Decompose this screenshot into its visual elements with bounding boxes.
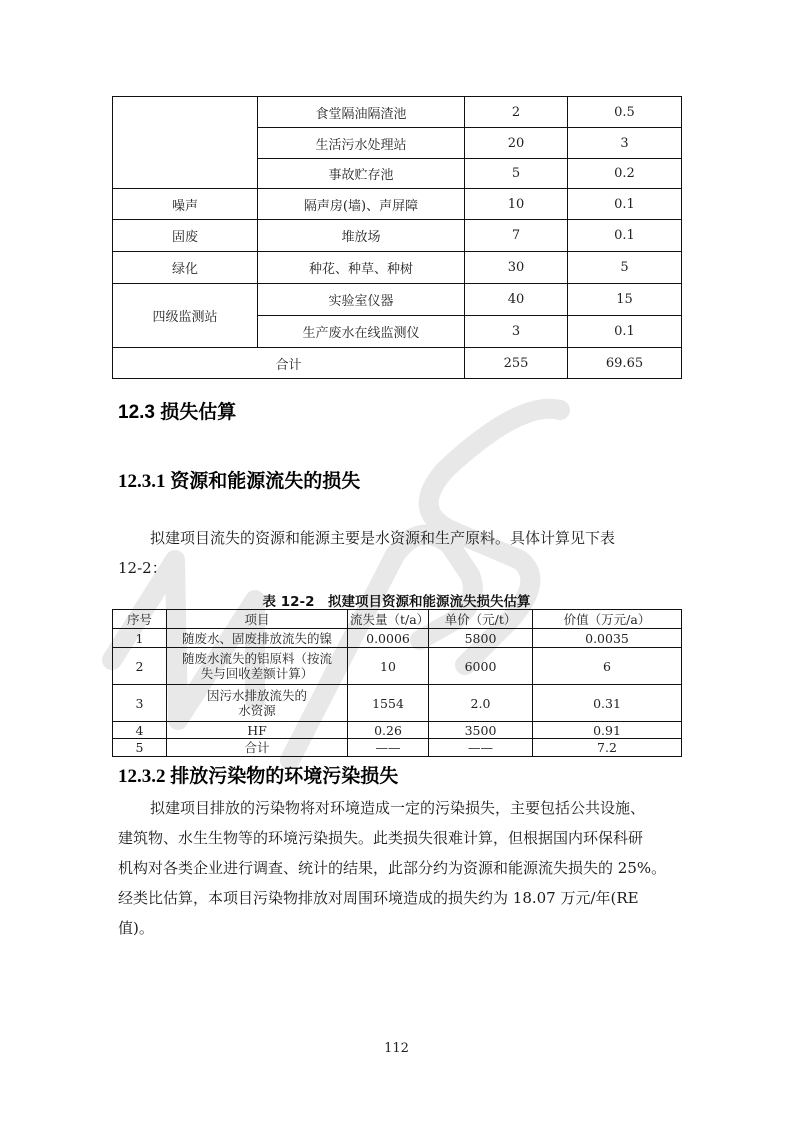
table-row bbox=[113, 629, 682, 648]
price-cell: 5800 bbox=[429, 629, 533, 648]
category-cell: 固废 bbox=[113, 220, 258, 252]
paragraph-line: 12-2： bbox=[118, 559, 167, 577]
value-cell: 0.91 bbox=[533, 722, 682, 739]
investment-cell: 2 bbox=[465, 97, 568, 128]
item-cell bbox=[167, 629, 348, 648]
paragraph-line: 值)。 bbox=[118, 919, 154, 937]
total-investment-cell: 255 bbox=[465, 348, 568, 379]
category-cell: 噪声 bbox=[113, 189, 258, 220]
item-cell bbox=[167, 685, 348, 722]
operation-cell: 0.1 bbox=[568, 316, 682, 348]
investment-cell: 30 bbox=[465, 252, 568, 284]
investment-cell: 20 bbox=[465, 128, 568, 159]
item-cell: 隔声房(墙)、声屏障 bbox=[258, 189, 465, 220]
paragraph-line: 经类比估算，本项目污染物排放对周围环境造成的损失约为 18.07 万元/年(RE bbox=[118, 889, 639, 907]
table-row bbox=[113, 252, 682, 284]
header-cell: 价值（万元/a） bbox=[533, 610, 682, 629]
header-cell: 流失量（t/a） bbox=[348, 610, 429, 629]
category-cell: 四级监测站 bbox=[113, 284, 258, 348]
section-heading-12-3-1: 12.3.1 资源和能源流失的损失 bbox=[118, 471, 361, 492]
item-cell: 生活污水处理站 bbox=[258, 128, 465, 159]
price-cell: —— bbox=[429, 739, 533, 757]
paragraph-line: 机构对各类企业进行调查、统计的结果，此部分约为资源和能源流失损失的 25%。 bbox=[118, 859, 667, 877]
no-cell: 2 bbox=[113, 648, 167, 685]
page-number: 112 bbox=[384, 1041, 409, 1056]
no-cell: 5 bbox=[113, 739, 167, 757]
operation-cell: 0.1 bbox=[568, 189, 682, 220]
operation-cell: 0.5 bbox=[568, 97, 682, 128]
amount-cell: 1554 bbox=[348, 685, 429, 722]
item-line: 因污水排放流失的 bbox=[206, 688, 307, 703]
item-line: 合计 bbox=[244, 740, 270, 755]
amount-cell: 10 bbox=[348, 648, 429, 685]
value-cell: 6 bbox=[533, 648, 682, 685]
table-row bbox=[113, 284, 682, 316]
operation-cell: 0.2 bbox=[568, 159, 682, 189]
environmental-investment-table bbox=[112, 96, 682, 379]
total-label-cell: 合计 bbox=[113, 348, 465, 379]
no-cell: 3 bbox=[113, 685, 167, 722]
header-cell: 项目 bbox=[167, 610, 348, 629]
paragraph-line: 拟建项目排放的污染物将对环境造成一定的污染损失，主要包括公共设施、 bbox=[150, 799, 646, 817]
investment-cell: 10 bbox=[465, 189, 568, 220]
investment-cell: 5 bbox=[465, 159, 568, 189]
table-total-row bbox=[113, 739, 682, 757]
price-cell: 3500 bbox=[429, 722, 533, 739]
item-cell bbox=[167, 739, 348, 757]
category-cell bbox=[113, 97, 258, 189]
total-operation-cell: 69.65 bbox=[568, 348, 682, 379]
item-line: HF bbox=[247, 722, 267, 738]
table-row bbox=[113, 220, 682, 252]
table-row bbox=[113, 97, 682, 128]
header-cell: 序号 bbox=[113, 610, 167, 629]
table-row bbox=[113, 189, 682, 220]
item-line: 随废水、固废排放流失的镍 bbox=[181, 630, 332, 646]
item-cell: 实验室仪器 bbox=[258, 284, 465, 316]
value-cell: 0.0035 bbox=[533, 629, 682, 648]
operation-cell: 5 bbox=[568, 252, 682, 284]
paragraph-12-3-2 bbox=[118, 793, 684, 943]
item-cell: 事故贮存池 bbox=[258, 159, 465, 189]
no-cell: 4 bbox=[113, 722, 167, 739]
operation-cell: 0.1 bbox=[568, 220, 682, 252]
paragraph-line: 建筑物、水生生物等的环境污染损失。此类损失很难计算，但根据国内环保科研 bbox=[118, 829, 644, 847]
paragraph-12-3-1 bbox=[118, 523, 684, 583]
price-cell: 2.0 bbox=[429, 685, 533, 722]
amount-cell: 0.26 bbox=[348, 722, 429, 739]
item-line: 随废水流失的铝原料（按流 bbox=[181, 651, 332, 666]
table-total-row bbox=[113, 348, 682, 379]
table-row bbox=[113, 722, 682, 739]
amount-cell: —— bbox=[348, 739, 429, 757]
item-cell bbox=[167, 722, 348, 739]
table-row bbox=[113, 648, 682, 685]
table-row bbox=[113, 685, 682, 722]
item-cell: 堆放场 bbox=[258, 220, 465, 252]
value-cell: 7.2 bbox=[533, 739, 682, 757]
investment-cell: 7 bbox=[465, 220, 568, 252]
item-cell: 食堂隔油隔渣池 bbox=[258, 97, 465, 128]
table-caption: 表 12-2 拟建项目资源和能源流失损失估算 bbox=[262, 594, 531, 610]
amount-cell: 0.0006 bbox=[348, 629, 429, 648]
investment-cell: 40 bbox=[465, 284, 568, 316]
paragraph-line: 拟建项目流失的资源和能源主要是水资源和生产原料。具体计算见下表 bbox=[150, 529, 616, 547]
item-line: 失与回收差额计算） bbox=[200, 666, 314, 681]
value-cell: 0.31 bbox=[533, 685, 682, 722]
investment-cell: 3 bbox=[465, 316, 568, 348]
item-cell: 生产废水在线监测仪 bbox=[258, 316, 465, 348]
operation-cell: 15 bbox=[568, 284, 682, 316]
price-cell: 6000 bbox=[429, 648, 533, 685]
section-heading-12-3: 12.3 损失估算 bbox=[118, 402, 237, 423]
resource-loss-table bbox=[112, 609, 682, 757]
table-header-row bbox=[113, 610, 682, 629]
item-line: 水资源 bbox=[238, 703, 276, 718]
section-heading-12-3-2: 12.3.2 排放污染物的环境污染损失 bbox=[118, 766, 399, 787]
item-cell bbox=[167, 648, 348, 685]
category-cell: 绿化 bbox=[113, 252, 258, 284]
item-cell: 种花、种草、种树 bbox=[258, 252, 465, 284]
header-cell: 单价（元/t） bbox=[429, 610, 533, 629]
no-cell: 1 bbox=[113, 629, 167, 648]
operation-cell: 3 bbox=[568, 128, 682, 159]
